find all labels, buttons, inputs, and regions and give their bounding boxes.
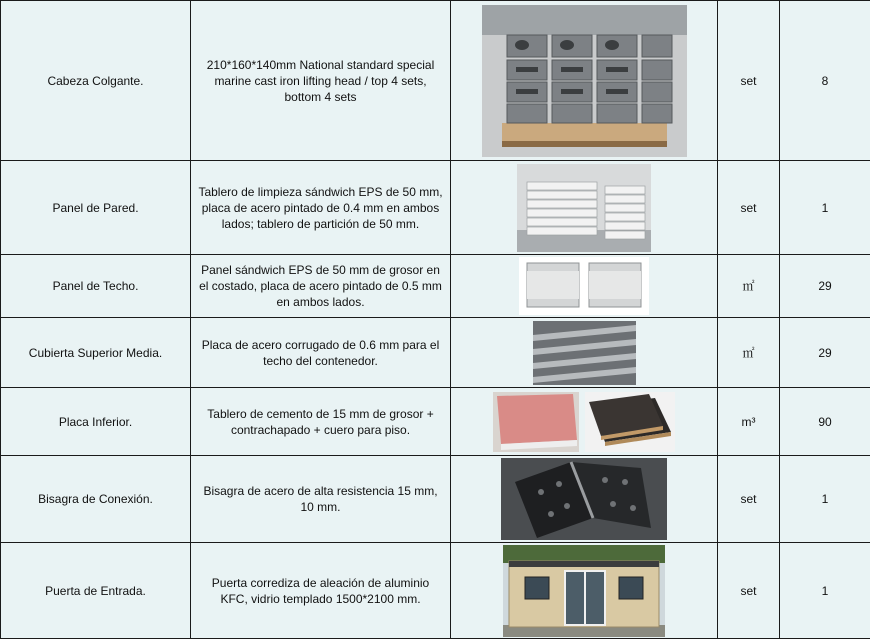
roof-panel-photo — [519, 257, 649, 315]
wall-panel-photo — [517, 164, 651, 252]
table-row — [1, 161, 870, 255]
table-row — [1, 456, 870, 543]
item-image-cell — [451, 388, 718, 456]
floor-board-photos — [457, 392, 711, 452]
item-description: Tablero de cemento de 15 mm de grosor + contrachapado + cuero para piso. — [191, 388, 451, 456]
item-unit: set — [718, 1, 780, 161]
item-image-cell — [451, 161, 718, 255]
item-name: Puerta de Entrada. — [1, 543, 191, 639]
item-image-cell — [451, 1, 718, 161]
plywood-photo — [585, 392, 675, 452]
item-description: Panel sándwich EPS de 50 mm de grosor en el costado, placa de acero pintado de 0.5 mm en ambos lados. — [191, 255, 451, 318]
item-unit: ㎡ — [718, 255, 780, 318]
item-description: Bisagra de acero de alta resistencia 15 mm, 10 mm. — [191, 456, 451, 543]
item-unit: set — [718, 456, 780, 543]
item-description: Tablero de limpieza sándwich EPS de 50 mm, placa de acero pintado de 0.4 mm en ambos lados; tablero de partición de 50 mm. — [191, 161, 451, 255]
lifting-head-photo — [482, 5, 687, 157]
item-quantity: 1 — [780, 543, 870, 639]
cement-board-photo — [493, 392, 579, 452]
hinge-photo — [501, 458, 667, 540]
item-unit: ㎡ — [718, 318, 780, 388]
item-quantity: 8 — [780, 1, 870, 161]
item-description: Placa de acero corrugado de 0.6 mm para el techo del contenedor. — [191, 318, 451, 388]
container-house-photo — [503, 545, 665, 637]
table-row — [1, 543, 870, 639]
table-row — [1, 255, 870, 318]
item-unit: set — [718, 161, 780, 255]
item-name: Panel de Pared. — [1, 161, 191, 255]
item-image-cell — [451, 543, 718, 639]
item-name: Cabeza Colgante. — [1, 1, 191, 161]
table-row — [1, 1, 870, 161]
item-description: Puerta corrediza de aleación de aluminio KFC, vidrio templado 1500*2100 mm. — [191, 543, 451, 639]
item-unit: m³ — [718, 388, 780, 456]
item-quantity: 29 — [780, 318, 870, 388]
item-quantity: 90 — [780, 388, 870, 456]
corrugated-steel-photo — [533, 321, 636, 385]
item-image-cell — [451, 255, 718, 318]
item-description: 210*160*140mm National standard special marine cast iron lifting head / top 4 sets, bottom 4 sets — [191, 1, 451, 161]
item-unit: set — [718, 543, 780, 639]
item-name: Panel de Techo. — [1, 255, 191, 318]
table-row — [1, 318, 870, 388]
item-image-cell — [451, 318, 718, 388]
item-quantity: 1 — [780, 456, 870, 543]
item-name: Placa Inferior. — [1, 388, 191, 456]
table-row — [1, 388, 870, 456]
item-quantity: 29 — [780, 255, 870, 318]
item-quantity: 1 — [780, 161, 870, 255]
item-name: Cubierta Superior Media. — [1, 318, 191, 388]
item-name: Bisagra de Conexión. — [1, 456, 191, 543]
item-image-cell — [451, 456, 718, 543]
